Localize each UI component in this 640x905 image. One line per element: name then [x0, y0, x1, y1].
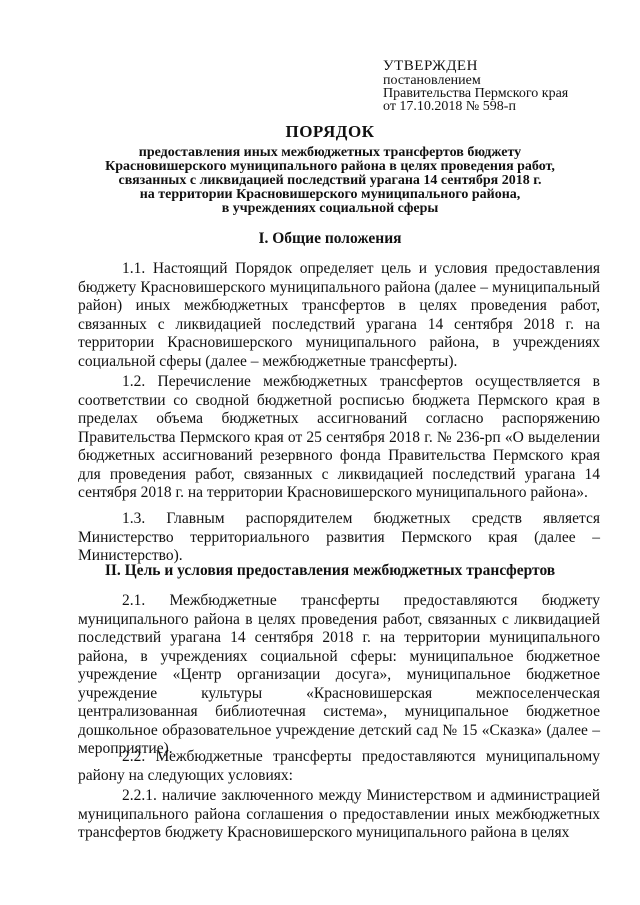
- subtitle-line: на территории Красновишерского муниципального района,: [139, 187, 521, 202]
- paragraph-2-2: 2.2. Межбюджетные трансферты предоставляются муниципальному району на следующих условиях:: [78, 748, 600, 784]
- paragraph-1-2: 1.2. Перечисление межбюджетных трансфертов осуществляется в соответствии со сводной бюджетной росписью бюджета Пермского края в пределах объема бюджетных ассигнований согласно распоряжению Правительства Пермского края от 25 сентября 2018 г. № 236-рп «О выделении бюджетных ассигнований резервного фонда Правительства Пермского края для проведения работ, связанных с ликвидацией последствий урагана 14 сентября 2018 г. на территории Красновишерского муниципального района».: [78, 373, 600, 501]
- approval-line: от 17.10.2018 № 598-п: [383, 99, 516, 114]
- paragraph-1-1: 1.1. Настоящий Порядок определяет цель и условия предоставления бюджету Красновишерского муниципального района (далее – муниципальный район) иных межбюджетных трансфертов в целях проведения работ, связанных с ликвидацией последствий урагана 14 сентября 2018 г. на территории Красновишерского муниципального района, в учреждениях социальной сферы (далее – межбюджетные трансферты).: [78, 260, 600, 370]
- subtitle-line: связанных с ликвидацией последствий урагана 14 сентября 2018 г.: [118, 173, 542, 188]
- paragraph-2-2-1: 2.2.1. наличие заключенного между Министерством и администрацией муниципального района соглашения о предоставлении иных межбюджетных трансфертов бюджету Красновишерского муниципального района в целях: [78, 787, 600, 841]
- section-heading-2: II. Цель и условия предоставления межбюджетных трансфертов: [104, 562, 556, 579]
- subtitle-line: предоставления иных межбюджетных трансфертов бюджету: [138, 145, 522, 160]
- section-heading-1: I. Общие положения: [258, 230, 402, 247]
- approval-heading: УТВЕРЖДЕН: [383, 58, 478, 74]
- document-subtitle: [80, 146, 580, 216]
- approval-line: Правительства Пермского края: [383, 86, 569, 101]
- document-title: ПОРЯДОК: [285, 122, 375, 141]
- paragraph-1-3: 1.3. Главным распорядителем бюджетных средств является Министерство территориального развития Пермского края (далее – Министерство).: [78, 510, 600, 564]
- subtitle-line: в учреждениях социальной сферы: [221, 201, 439, 216]
- subtitle-line: Красновишерского муниципального района в целях проведения работ,: [105, 159, 555, 174]
- paragraph-2-1: 2.1. Межбюджетные трансферты предоставляются бюджету муниципального района в целях проведения работ, связанных с ликвидацией последствий урагана 14 сентября 2018 г. на территории муниципального района, в учреждениях социальной сферы: муниципальное бюджетное учреждение «Центр организации досуга», муниципальное бюджетное учреждение культуры «Красновишерская межпоселенческая централизованная библиотечная система», муниципальное бюджетное дошкольное образовательное учреждение детский сад № 15 «Сказка» (далее – мероприятие).: [78, 592, 600, 757]
- approval-stamp: [383, 58, 568, 113]
- approval-line: постановлением: [383, 73, 481, 88]
